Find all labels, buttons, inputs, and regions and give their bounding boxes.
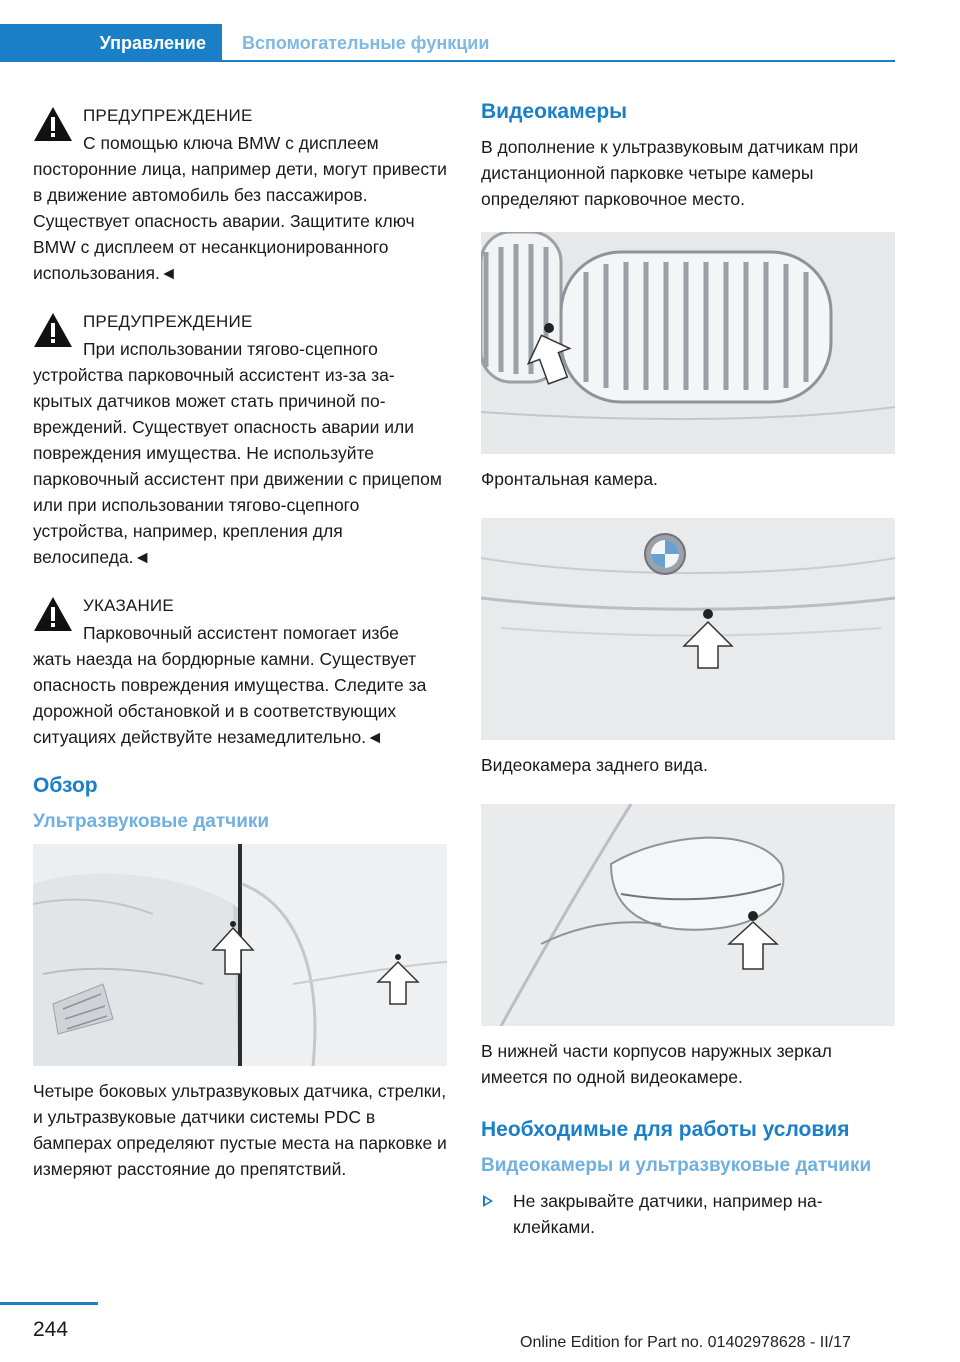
notice-block	[33, 594, 447, 750]
triangle-bullet-icon	[483, 1195, 493, 1207]
list-item	[481, 1188, 895, 1240]
section-title-cameras: Видеокамеры	[481, 100, 628, 123]
right-column	[481, 100, 895, 1240]
tab-control[interactable]: Управление	[0, 24, 222, 62]
front-camera-caption: Фронтальная камера.	[481, 469, 658, 489]
warning-block	[33, 310, 447, 570]
warning-block	[33, 104, 447, 286]
warning-text-first-line: С помощью ключа BMW с дисплеем	[83, 133, 379, 153]
header-divider	[222, 60, 895, 62]
header-tabs	[0, 24, 895, 62]
warning-text-rest: посторонние лица, например дети, могут привести в движение автомобиль без пассажиров. Существует опасность аварии. Защитите ключ BMW с дисплеем от несанкционированного использования.◄	[33, 159, 447, 283]
notice-text-first-line: Парковочный ассистент помогает избе	[83, 623, 399, 643]
subsection-title-cameras-sensors: Видеокамеры и ультразвуковые датчики	[481, 1155, 872, 1176]
footer-divider	[0, 1302, 98, 1305]
section-title-overview: Обзор	[33, 774, 98, 797]
warning-text-first-line: При использовании тягово-сцепного	[83, 339, 378, 359]
trunk-illustration	[481, 518, 895, 740]
car-front-side-illustration	[33, 844, 447, 1066]
warning-title: ПРЕДУПРЕЖДЕНИЕ	[83, 106, 253, 125]
list-item-text: Не закрывайте датчики, например наклейками.	[513, 1191, 823, 1237]
cameras-intro: В дополнение к ультразвуковым датчикам при дистанционной парковке четыре камеры определяют парковочное место.	[481, 137, 859, 209]
page-number: 244	[33, 1318, 69, 1341]
edition-info: Online Edition for Part no. 01402978628 - II/17	[520, 1334, 851, 1351]
warning-triangle-icon	[33, 106, 73, 142]
warning-title: ПРЕДУПРЕЖДЕНИЕ	[83, 312, 253, 331]
warning-triangle-icon	[33, 312, 73, 348]
notice-title: УКАЗАНИЕ	[83, 596, 174, 615]
mirror-camera-caption: В нижней части корпусов наружных зеркал имеется по одной видеокамере.	[481, 1041, 832, 1087]
ultrasonic-sensors-figure	[33, 844, 447, 1066]
warning-text-rest: устройства парковочный ассистент из-за закрытых датчиков может стать причиной повреждений. Существует опасность аварии или повреждения имущества. Не используйте парковочный ассистент при движении с прицепом или при использовании тягово-сцепного устройства, например, крепления для велосипеда.◄	[33, 365, 442, 567]
warning-triangle-icon	[33, 596, 73, 632]
tab-auxiliary-functions[interactable]: Вспомогательные функции	[242, 32, 490, 53]
section-title-conditions: Необходимые для работы условия	[481, 1118, 850, 1141]
mirror-illustration	[481, 804, 895, 1026]
subsection-title-ultrasonic: Ультразвуковые датчики	[33, 811, 270, 832]
rear-camera-caption: Видеокамера заднего вида.	[481, 755, 708, 775]
notice-text-rest: жать наезда на бордюрные камни. Существует опасность повреждения имущества. Следите за дорожной обстановкой и в соответствующих ситуациях действуйте незамедлительно.◄	[33, 649, 427, 747]
grille-illustration	[481, 232, 895, 454]
warning-text	[33, 130, 447, 286]
ultrasonic-caption: Четыре боковых ультразвуковых датчика, стрелки, и ультразвуковые датчики системы PDC в бамперах определяют пустые места на парковке и измеряют расстояние до препятствий.	[33, 1081, 447, 1179]
notice-text	[33, 620, 447, 750]
warning-text	[33, 336, 447, 570]
mirror-camera-figure	[481, 804, 895, 1026]
rear-camera-figure	[481, 518, 895, 740]
left-column	[33, 104, 447, 1208]
front-camera-figure	[481, 232, 895, 454]
